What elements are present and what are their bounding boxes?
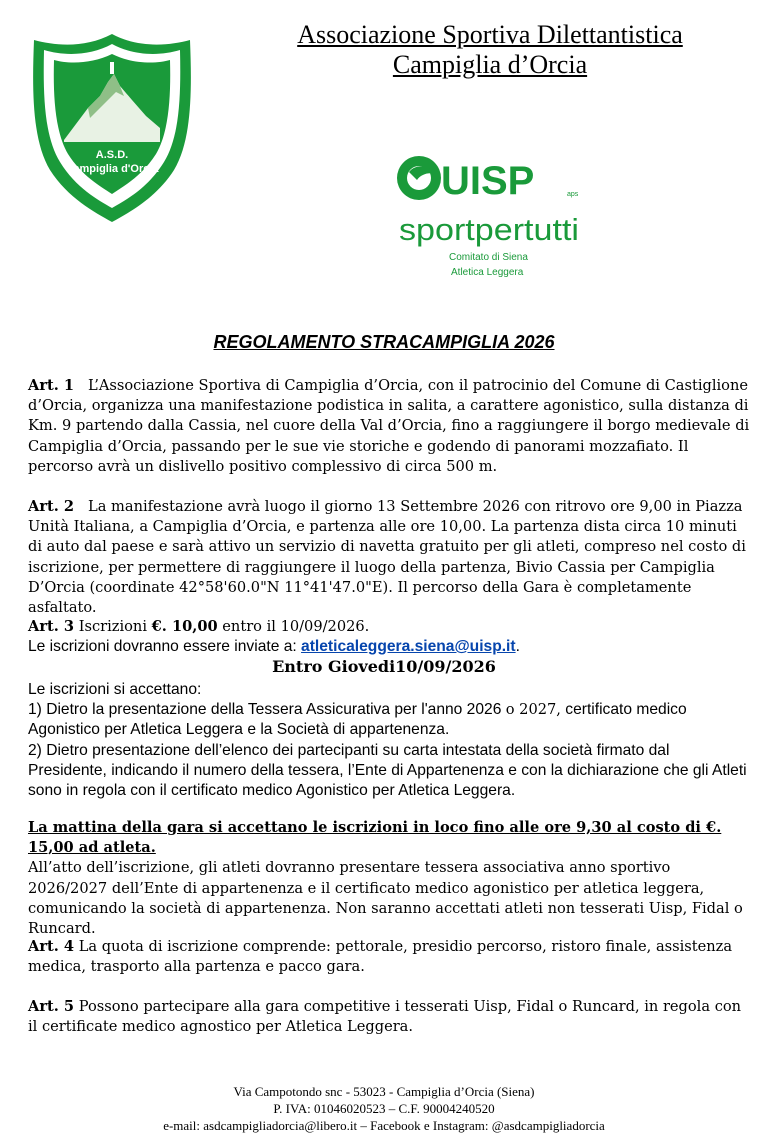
accept-item-1-post: certificato medico Agonistico per Atletica Leggera e la Società di appartenenza. xyxy=(28,701,687,739)
article-4-label: Art. 4 xyxy=(28,938,75,955)
accept-item-1-mid: o 2027, xyxy=(505,701,561,719)
uisp-atletica: Atletica Leggera xyxy=(451,267,524,278)
asd-logo-line1: A.S.D. xyxy=(95,149,129,161)
email-link[interactable]: atleticaleggera.siena@uisp.it xyxy=(301,638,516,655)
article-4 xyxy=(28,937,750,977)
article-2-text: La manifestazione avrà luogo il giorno 13 Settembre 2026 con ritrovo ore 9,00 in Piazza Unità Italiana, a Campiglia d’Orcia, e partenza alle ore 10,00. La partenza dista circa 10 minuti di auto dal paese e sarà attivo un servizio di navetta gratuito per gli atleti, compreso nel costo di iscrizione, per permettere di raggiungere il luogo della partenza, Bivio Cassia per Campiglia D’Orcia (coordinate 42°58'60.0"N 11°41'47.0"E). Il percorso della Gara è completamente asfaltato. xyxy=(28,498,746,617)
article-1-text: L’Associazione Sportiva di Campiglia d’Orcia, con il patrocinio del Comune di Castiglione d’Orcia, organizza una manifestazione podistica in salita, a carattere agonistico, sulla distanza di Km. 9 partendo dalla Cassia, nel cuore della Val d’Orcia, fino a raggiungere il borgo medievale di Campiglia d’Orcia, passando per le sue vie storiche e godendo di panorami mozzafiato. Il percorso avrà un dislivello positivo complessivo di circa 500 m. xyxy=(28,377,750,475)
article-3-text-post: entro il 10/09/2026. xyxy=(222,618,370,635)
article-2 xyxy=(28,497,750,618)
association-title xyxy=(230,20,750,80)
article-1 xyxy=(28,376,750,477)
regulation-title: REGOLAMENTO STRACAMPIGLIA 2026 xyxy=(213,332,555,352)
uisp-comitato: Comitato di Siena xyxy=(449,252,528,263)
morning-registration-notice: La mattina della gara si accettano le iscrizioni in loco fino alle ore 9,30 al costo di €. 15,00 ad atleta. xyxy=(28,819,722,857)
accept-item-1 xyxy=(28,700,750,740)
asd-crest-logo xyxy=(28,30,196,225)
article-1-label: Art. 1 xyxy=(28,377,75,394)
association-title-line1: Associazione Sportiva Dilettantistica xyxy=(297,20,683,49)
morning-registration xyxy=(28,818,750,939)
article-4-text: La quota di iscrizione comprende: pettorale, presidio percorso, ristoro finale, assistenza medica, trasporto alla partenza e pacco gara. xyxy=(28,938,733,976)
article-3-email-line xyxy=(28,637,750,657)
morning-registration-text: All’atto dell’iscrizione, gli atleti dovranno presentare tessera associativa anno sportivo 2026/2027 dell’Ente di appartenenza e il certificato medico agonistico per atletica leggera, comunicando la società di appartenenza. Non saranno accettati atleti non tesserati Uisp, Fidal o Runcard. xyxy=(28,859,743,938)
footer-tax-info: P. IVA: 01046020523 – C.F. 90004240520 xyxy=(273,1101,495,1116)
uisp-aps-text: aps xyxy=(567,191,579,198)
article-5-label: Art. 5 xyxy=(28,998,75,1015)
deadline-heading: Entro Giovedi10/09/2026 xyxy=(272,657,496,676)
article-3-fee-line xyxy=(28,617,750,637)
article-2-label: Art. 2 xyxy=(28,498,75,515)
asd-logo-line2: Campiglia d'Orcia xyxy=(65,163,159,175)
accept-conditions xyxy=(28,680,750,801)
article-3-fee: €. 10,00 xyxy=(151,618,218,635)
footer xyxy=(0,1083,768,1134)
article-3-label: Art. 3 xyxy=(28,618,75,635)
uisp-logo xyxy=(395,150,595,282)
footer-contacts: e-mail: asdcampigliadorcia@libero.it – Facebook e Instagram: @asdcampigliadorcia xyxy=(163,1118,605,1133)
accept-intro: Le iscrizioni si accettano: xyxy=(28,681,202,698)
accept-item-2: 2) Dietro presentazione dell’elenco dei partecipanti su carta intestata della società firmato dal Presidente, indicando il numero della tessera, l’Ente di Appartenenza e con la dichiarazione che gli Atleti sono in regola con il certificato medico Agonistico per Atletica Leggera. xyxy=(28,741,747,800)
footer-address: Via Campotondo snc - 53023 - Campiglia d’Orcia (Siena) xyxy=(233,1084,535,1099)
article-3-email-end: . xyxy=(515,638,520,655)
association-title-line2: Campiglia d’Orcia xyxy=(392,50,588,79)
article-5-text: Possono partecipare alla gara competitive i tesserati Uisp, Fidal o Runcard, in regola con il certificate medico agnostico per Atletica Leggera. xyxy=(28,998,742,1036)
accept-item-1-pre: 1) Dietro la presentazione della Tessera Assicurativa per l'anno 2026 xyxy=(28,701,502,719)
article-5 xyxy=(28,997,750,1037)
uisp-brand-text: UISP xyxy=(441,159,535,203)
uisp-tagline: sportpertutti xyxy=(399,212,579,247)
article-3-email-intro: Le iscrizioni dovranno essere inviate a: xyxy=(28,638,297,655)
article-3-text-pre: Iscrizioni xyxy=(78,618,147,635)
